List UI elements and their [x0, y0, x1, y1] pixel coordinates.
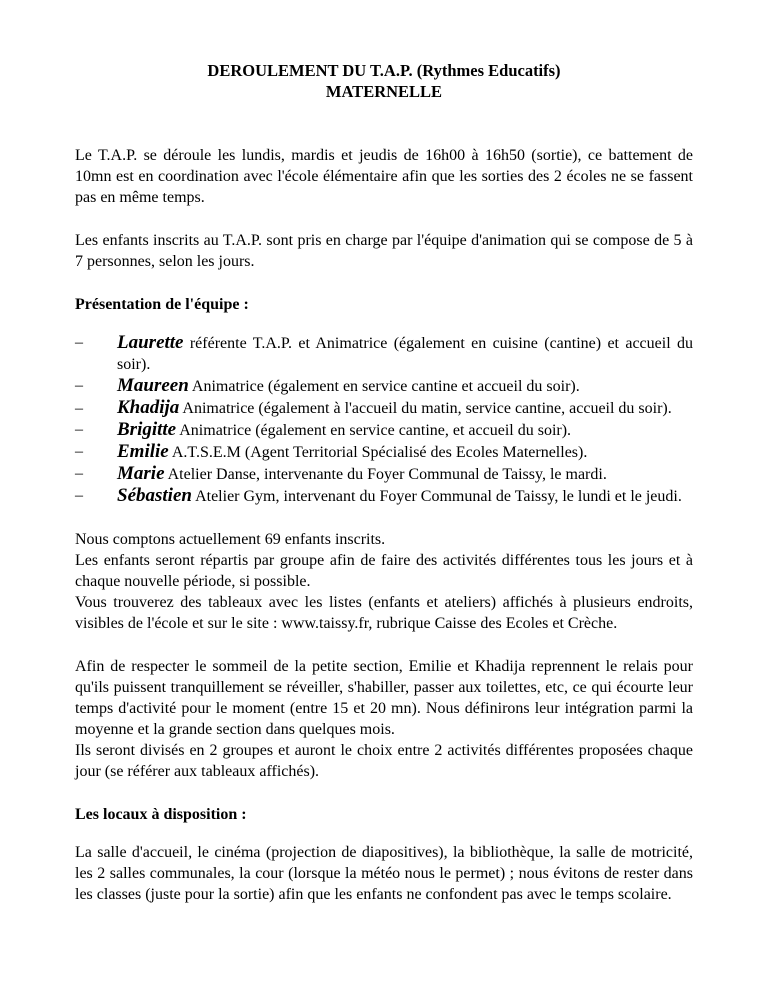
list-item: – Khadija Animatrice (également à l'accueil du matin, service cantine, accueil du soir).	[75, 397, 672, 418]
paragraph-divided: Ils seront divisés en 2 groupes et auront le choix entre 2 activités différentes proposées chaque jour (se référer aux tableaux affichés).	[75, 742, 693, 780]
section-heading-team: Présentation de l'équipe :	[75, 296, 249, 313]
list-item: – Brigitte Animatrice (également en service cantine, et accueil du soir).	[75, 419, 572, 440]
list-item: – Emilie A.T.S.E.M (Agent Territorial Spécialisé des Ecoles Maternelles).	[75, 441, 588, 462]
document-title: DEROULEMENT DU T.A.P. (Rythmes Educatifs) MATERNELLE	[207, 61, 561, 101]
paragraph-enrolled: Nous comptons actuellement 69 enfants inscrits.	[75, 531, 386, 548]
list-item: – Marie Atelier Danse, intervenante du Foyer Communal de Taissy, le mardi.	[75, 463, 607, 484]
section-heading-locaux: Les locaux à disposition :	[75, 806, 247, 823]
paragraph-lists: Vous trouverez des tableaux avec les listes (enfants et ateliers) affichés à plusieurs endroits, visibles de l'école et sur le site : www.taissy.fr, rubrique Caisse des Ecoles et Crèche.	[75, 594, 693, 632]
paragraph-sleep: Afin de respecter le sommeil de la petite section, Emilie et Khadija reprennent le relais pour qu'ils puissent tranquillement se réveiller, s'habiller, passer aux toilettes, etc, ce qui écourte leur temps d'activité pour le moment (entre 15 et 20 mn). Nous définirons leur intégration parmi la moyenne et la grande section dans quelques mois.	[75, 658, 693, 738]
list-item: – Laurette référente T.A.P. et Animatrice (également en cuisine (cantine) et accueil du soir).	[75, 332, 693, 373]
document-page	[75, 60, 693, 927]
list-item: – Sébastien Atelier Gym, intervenant du Foyer Communal de Taissy, le lundi et le jeudi.	[75, 485, 682, 506]
list-item: – Maureen Animatrice (également en service cantine et accueil du soir).	[75, 375, 580, 396]
paragraph-schedule: Le T.A.P. se déroule les lundis, mardis et jeudis de 16h00 à 16h50 (sortie), ce battement de 10mn est en coordination avec l'école élémentaire afin que les sorties des 2 écoles ne se fassent pas en même temps.	[75, 147, 693, 206]
paragraph-locaux: La salle d'accueil, le cinéma (projection de diapositives), la bibliothèque, la salle de motricité, les 2 salles communales, la cour (lorsque la météo nous le permet) ; nous évitons de rester dans les classes (juste pour la sortie) afin que les enfants ne confondent pas avec le temps scolaire.	[75, 844, 693, 903]
paragraph-groups: Les enfants seront répartis par groupe afin de faire des activités différentes tous les jours et à chaque nouvelle période, si possible.	[75, 552, 693, 590]
paragraph-team-size: Les enfants inscrits au T.A.P. sont pris en charge par l'équipe d'animation qui se compose de 5 à 7 personnes, selon les jours.	[75, 232, 693, 270]
team-list	[75, 332, 693, 507]
